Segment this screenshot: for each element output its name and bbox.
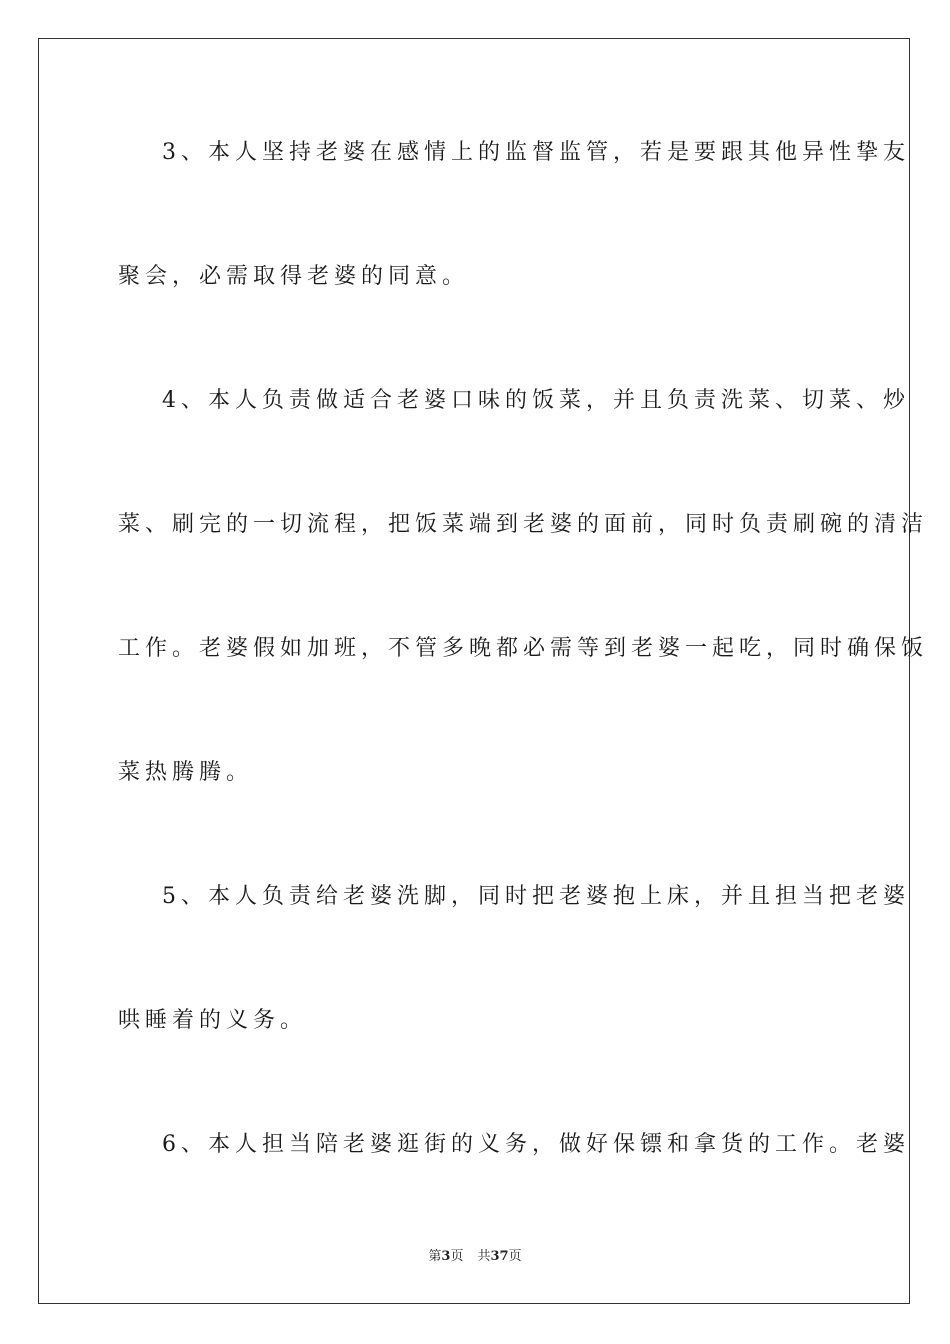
paragraph-3-line-2: 聚会，必需取得老婆的同意。 [118, 264, 470, 289]
paragraph-5-line-1: 5、本人负责给老婆洗脚，同时把老婆抱上床，并且担当把老婆 [162, 884, 910, 909]
page-footer [0, 1245, 950, 1264]
paragraph-4-line-4: 菜热腾腾。 [118, 760, 254, 785]
paragraph-4-line-3: 工作。老婆假如加班，不管多晚都必需等到老婆一起吃，同时确保饭 [118, 636, 929, 661]
paragraph-4-line-2: 菜、刷完的一切流程，把饭菜端到老婆的面前，同时负责刷碗的清洁 [118, 512, 929, 537]
paragraph-3-line-1: 3、本人坚持老婆在感情上的监督监管，若是要跟其他异性挚友 [162, 140, 910, 165]
page-border [38, 38, 910, 1304]
paragraph-6-line-1: 6、本人担当陪老婆逛街的义务，做好保镖和拿货的工作。老婆 [162, 1132, 910, 1157]
paragraph-5-line-2: 哄睡着的义务。 [118, 1008, 308, 1033]
page-number: 3 [441, 1249, 451, 1264]
page-suffix: 页 [450, 1249, 464, 1264]
page-prefix: 第 [428, 1249, 442, 1264]
total-pages: 37 [490, 1249, 509, 1264]
total-prefix: 共 [477, 1249, 491, 1264]
total-suffix: 页 [508, 1249, 522, 1264]
paragraph-4-line-1: 4、本人负责做适合老婆口味的饭菜，并且负责洗菜、切菜、炒 [162, 388, 910, 413]
